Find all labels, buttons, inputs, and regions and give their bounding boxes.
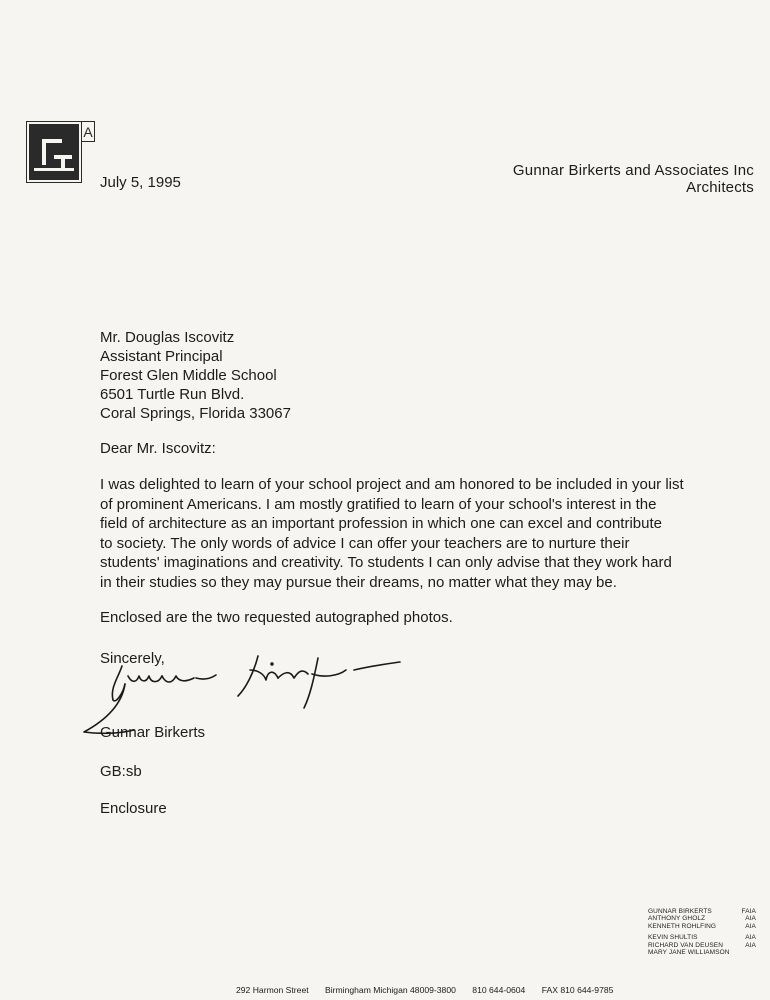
partner-row [648, 923, 756, 930]
recipient-line: 6501 Turtle Run Blvd. [100, 386, 245, 403]
logo-letter: A [83, 124, 93, 140]
body-line: students' imaginations and creativity. To students I can only advise that they work hard [100, 554, 672, 572]
enclosure-note: Enclosure [100, 800, 167, 817]
partner-name: KENNETH ROHLFING [648, 922, 717, 930]
body-line: field of architecture as an important profession in which one can excel and contribute [100, 515, 662, 533]
partner-name: GUNNAR BIRKERTS [648, 908, 712, 915]
body-line: I was delighted to learn of your school project and am honored to be included in your list [100, 476, 684, 493]
gba-logo-icon [26, 121, 96, 189]
footer-contact [236, 985, 613, 995]
recipient-line: Forest Glen Middle School [100, 367, 277, 384]
typist-initials: GB:sb [100, 763, 142, 780]
partner-credential: AIA [745, 922, 756, 930]
recipient-line: Mr. Douglas Iscovitz [100, 329, 235, 346]
partner-credential: AIA [745, 915, 756, 923]
recipient-address [100, 328, 291, 423]
firm-subtitle: Architects [686, 179, 754, 196]
footer-street: 292 Harmon Street [236, 985, 309, 995]
footer-fax: FAX 810 644-9785 [541, 985, 614, 995]
partner-row [648, 934, 756, 941]
partner-name: RICHARD VAN DEUSEN [648, 941, 723, 949]
closing: Sincerely, [100, 650, 165, 667]
body-line: to society. The only words of advice I can offer your teachers are to nurture their [100, 534, 630, 552]
partner-credential: AIA [745, 934, 756, 942]
partner-credential: FAIA [741, 908, 756, 915]
recipient-line: Assistant Principal [100, 348, 223, 365]
footer-city: Birmingham Michigan 48009-3800 [325, 985, 456, 995]
partner-row [648, 942, 756, 949]
body-paragraph [100, 475, 700, 593]
partner-name: KEVIN SHULTIS [648, 934, 698, 942]
partner-name: ANTHONY GHOLZ [648, 915, 706, 923]
enclosed-note: Enclosed are the two requested autographed photos. [100, 609, 453, 626]
partner-row [648, 915, 756, 922]
signer-name: Gunnar Birkerts [100, 724, 206, 741]
letter-date: July 5, 1995 [100, 174, 181, 191]
firm-name: Gunnar Birkerts and Associates Inc [512, 162, 754, 179]
recipient-line: Coral Springs, Florida 33067 [100, 405, 291, 422]
partner-credential: AIA [745, 941, 756, 949]
partners-list [648, 908, 756, 956]
partner-row [648, 908, 756, 915]
partner-name: MARY JANE WILLIAMSON [648, 949, 730, 957]
footer-phone: 810 644-0604 [472, 985, 526, 995]
partner-row [648, 949, 756, 956]
firm-block [513, 162, 754, 196]
body-line: of prominent Americans. I am mostly gratified to learn of your school's interest in the [100, 495, 657, 513]
salutation: Dear Mr. Iscovitz: [100, 440, 216, 457]
body-line: in their studies so they may pursue their dreams, no matter what they may be. [100, 573, 617, 591]
